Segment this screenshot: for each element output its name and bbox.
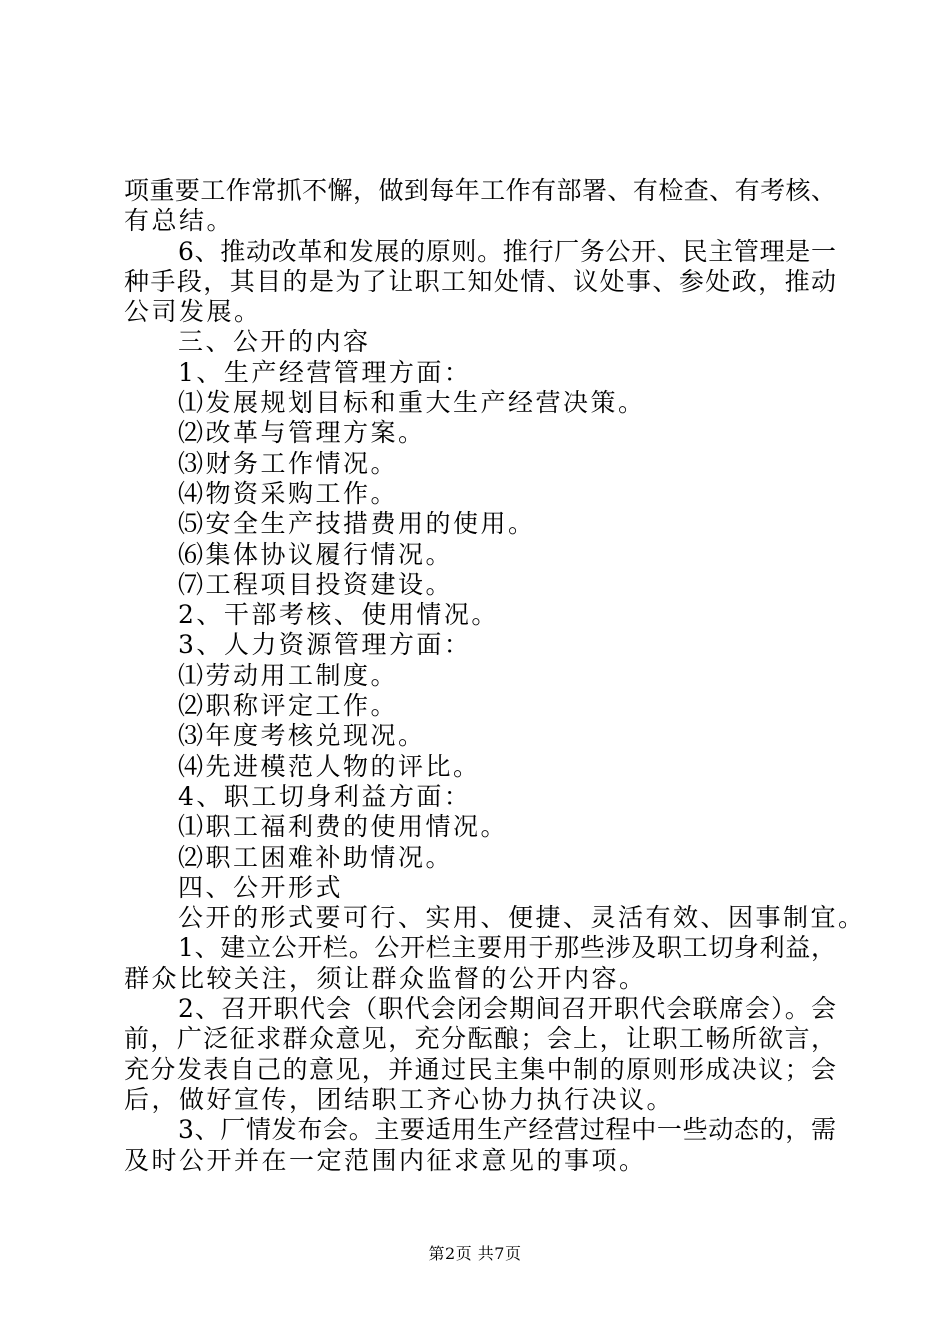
list-item: ⑶年度考核兑现况。 — [178, 721, 426, 751]
list-item: ⑵职称评定工作。 — [178, 691, 399, 721]
text-line: 公司发展。 — [124, 297, 262, 327]
text-line: 群众比较关注，须让群众监督的公开内容。 — [124, 963, 647, 993]
text-line: 后，做好宣传，团结职工齐心协力执行决议。 — [124, 1084, 675, 1114]
section-heading: 三、公开的内容 — [178, 327, 371, 357]
body-text — [124, 176, 866, 1176]
text-line: 有总结。 — [124, 206, 235, 236]
subsection-heading: 4、职工切身利益方面： — [178, 781, 472, 811]
list-item: ⑹集体协议履行情况。 — [178, 539, 454, 569]
text-line: 种手段，其目的是为了让职工知处情、议处事、参处政，推动 — [124, 266, 836, 296]
list-item: ⑷物资采购工作。 — [178, 478, 399, 508]
text-line: 2、召开职代会（职代会闭会期间召开职代会联席会）。会 — [178, 994, 836, 1024]
subsection-heading: 1、生产经营管理方面： — [178, 357, 472, 387]
section-heading: 四、公开形式 — [178, 872, 344, 902]
list-item: ⑴劳动用工制度。 — [178, 660, 399, 690]
text-line: 1、建立公开栏。公开栏主要用于那些涉及职工切身利益， — [178, 933, 836, 963]
list-item: ⑵职工困难补助情况。 — [178, 842, 454, 872]
text-line: 3、厂情发布会。主要适用生产经营过程中一些动态的，需 — [178, 1115, 836, 1145]
text-line: 充分发表自己的意见，并通过民主集中制的原则形成决议；会 — [124, 1054, 836, 1084]
list-item: ⑵改革与管理方案。 — [178, 418, 426, 448]
list-item: ⑸安全生产技措费用的使用。 — [178, 509, 536, 539]
list-item: ⑺工程项目投资建设。 — [178, 569, 454, 599]
subsection-heading: 3、人力资源管理方面： — [178, 630, 472, 660]
list-item: ⑴职工福利费的使用情况。 — [178, 812, 509, 842]
subsection-heading: 2、干部考核、使用情况。 — [178, 600, 499, 630]
list-item: ⑷先进模范人物的评比。 — [178, 751, 481, 781]
text-line: 公开的形式要可行、实用、便捷、灵活有效、因事制宜。 — [178, 903, 866, 933]
list-item: ⑶财务工作情况。 — [178, 448, 399, 478]
text-line: 项重要工作常抓不懈，做到每年工作有部署、有检查、有考核、 — [124, 176, 836, 205]
text-line: 前，广泛征求群众意见，充分酝酿；会上，让职工畅所欲言， — [124, 1024, 836, 1054]
text-line: 及时公开并在一定范围内征求意见的事项。 — [124, 1145, 647, 1175]
page-number-footer: 第2页 共7页 — [428, 1244, 522, 1263]
text-line: 6、推动改革和发展的原则。推行厂务公开、民主管理是一 — [178, 236, 836, 266]
list-item: ⑴发展规划目标和重大生产经营决策。 — [178, 388, 646, 418]
